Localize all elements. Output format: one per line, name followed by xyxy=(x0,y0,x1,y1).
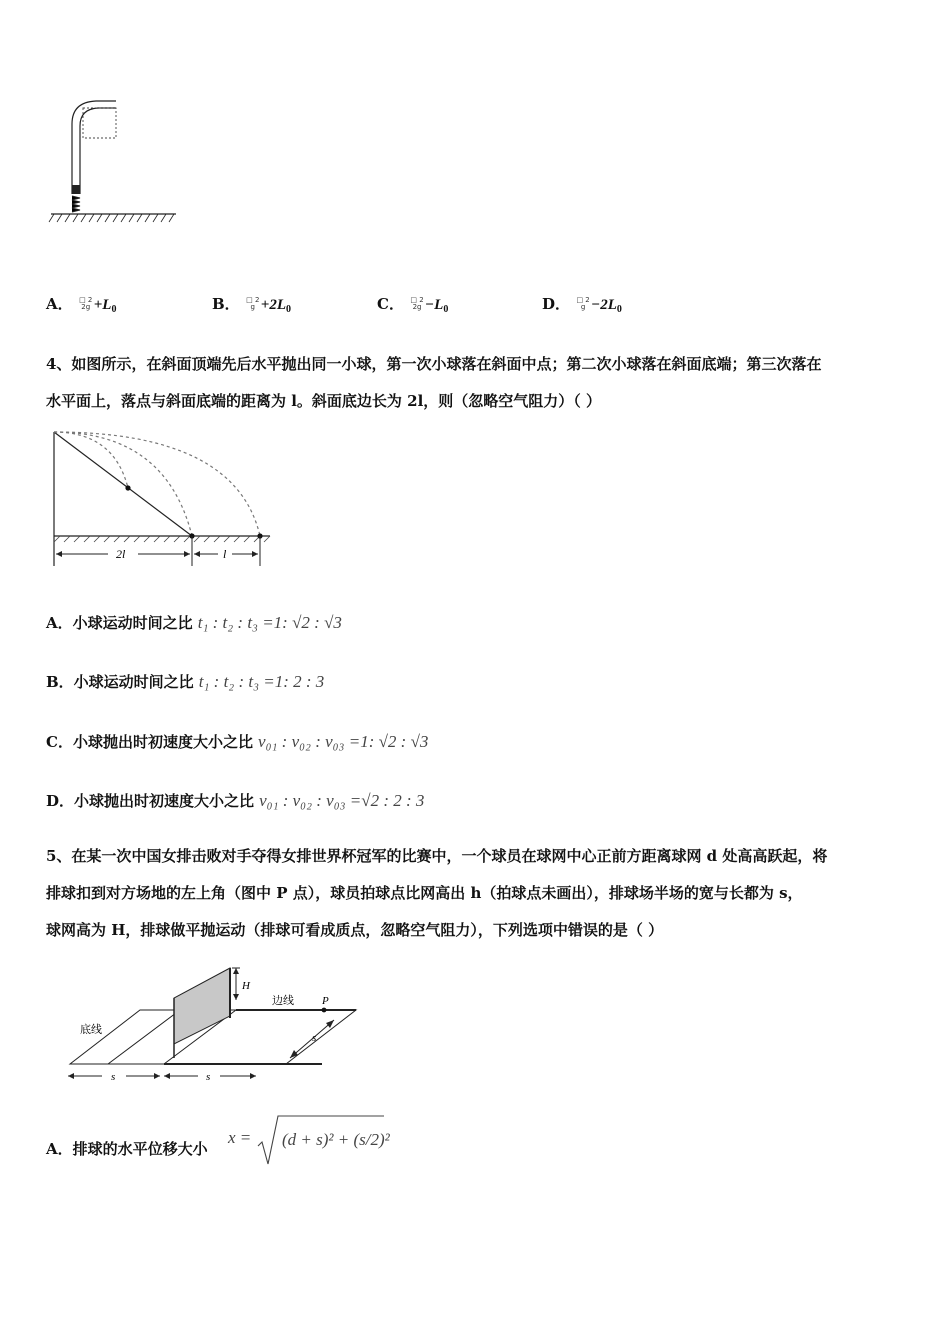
q4-option-d[interactable]: D．小球抛出时初速度大小之比 v₀₁ : v₀₂ : v₀₃ =√2 : 2 : 3 xyxy=(46,791,425,810)
q4-line-1: 4、如图所示，在斜面顶端先后水平抛出同一小球，第一次小球落在斜面中点；第二次小球落在斜面底端；第三次落在 xyxy=(46,355,822,373)
q5-volleyball-court-figure xyxy=(60,958,360,1086)
q3-option-c[interactable]: C． □ 2 2g $-L_0$ xyxy=(377,295,449,315)
q4-fig-label-l: l xyxy=(223,547,227,561)
q4-option-c[interactable]: C．小球抛出时初速度大小之比 v₀₁ : v₀₂ : v₀₃ =1: √2 : √3 xyxy=(46,732,429,751)
q5-fig-label-s-side: s xyxy=(312,1032,317,1044)
q5-fig-label-s-right: s xyxy=(206,1071,211,1083)
q3-option-d[interactable]: D． □ 2 g $-2L_0$ xyxy=(542,295,622,315)
q5-fig-label-H: H xyxy=(242,980,250,992)
q4-option-b[interactable]: B．小球运动时间之比 t₁ : t₂ : t₃ =1: 2 : 3 xyxy=(46,672,325,691)
q3-option-b[interactable]: B． □ 2 g $+2L_0$ xyxy=(212,295,291,315)
q4-line-2: 水平面上，落点与斜面底端的距离为 l。斜面底边长为 2l，则（忽略空气阻力）（ ） xyxy=(46,392,602,410)
q3-option-a[interactable]: A． □ 2 2g $+L_0$ xyxy=(46,295,117,315)
q5-line-2: 排球扣到对方场地的左上角（图中 P 点），球员拍球点比网高出 h（拍球点未画出），排球场半场的宽与长都为 s， xyxy=(46,884,803,902)
q4-option-a[interactable]: A．小球运动时间之比 t₁ : t₂ : t₃ =1: √2 : √3 xyxy=(46,613,342,632)
q5-line-1: 5、在某一次中国女排击败对手夺得女排世界杯冠军的比赛中，一个球员在球网中心正前方距离球网 d 处高高跃起，将 xyxy=(46,847,828,865)
q5-fig-label-P: P xyxy=(322,995,329,1007)
q5-question xyxy=(46,838,908,949)
q5-line-3: 球网高为 H，排球做平抛运动（排球可看成质点，忽略空气阻力），下列选项中错误的是（ ） xyxy=(46,921,664,939)
q4-question xyxy=(46,346,908,420)
q3-tube-figure xyxy=(46,96,181,228)
q5-fig-label-edge: 边线 xyxy=(272,995,294,1007)
q4-fig-label-2l: 2l xyxy=(116,547,126,561)
q5-fig-label-s-left: s xyxy=(111,1071,116,1083)
q5-fig-label-base: 底线 xyxy=(80,1024,102,1036)
q4-slope-figure xyxy=(46,424,278,574)
